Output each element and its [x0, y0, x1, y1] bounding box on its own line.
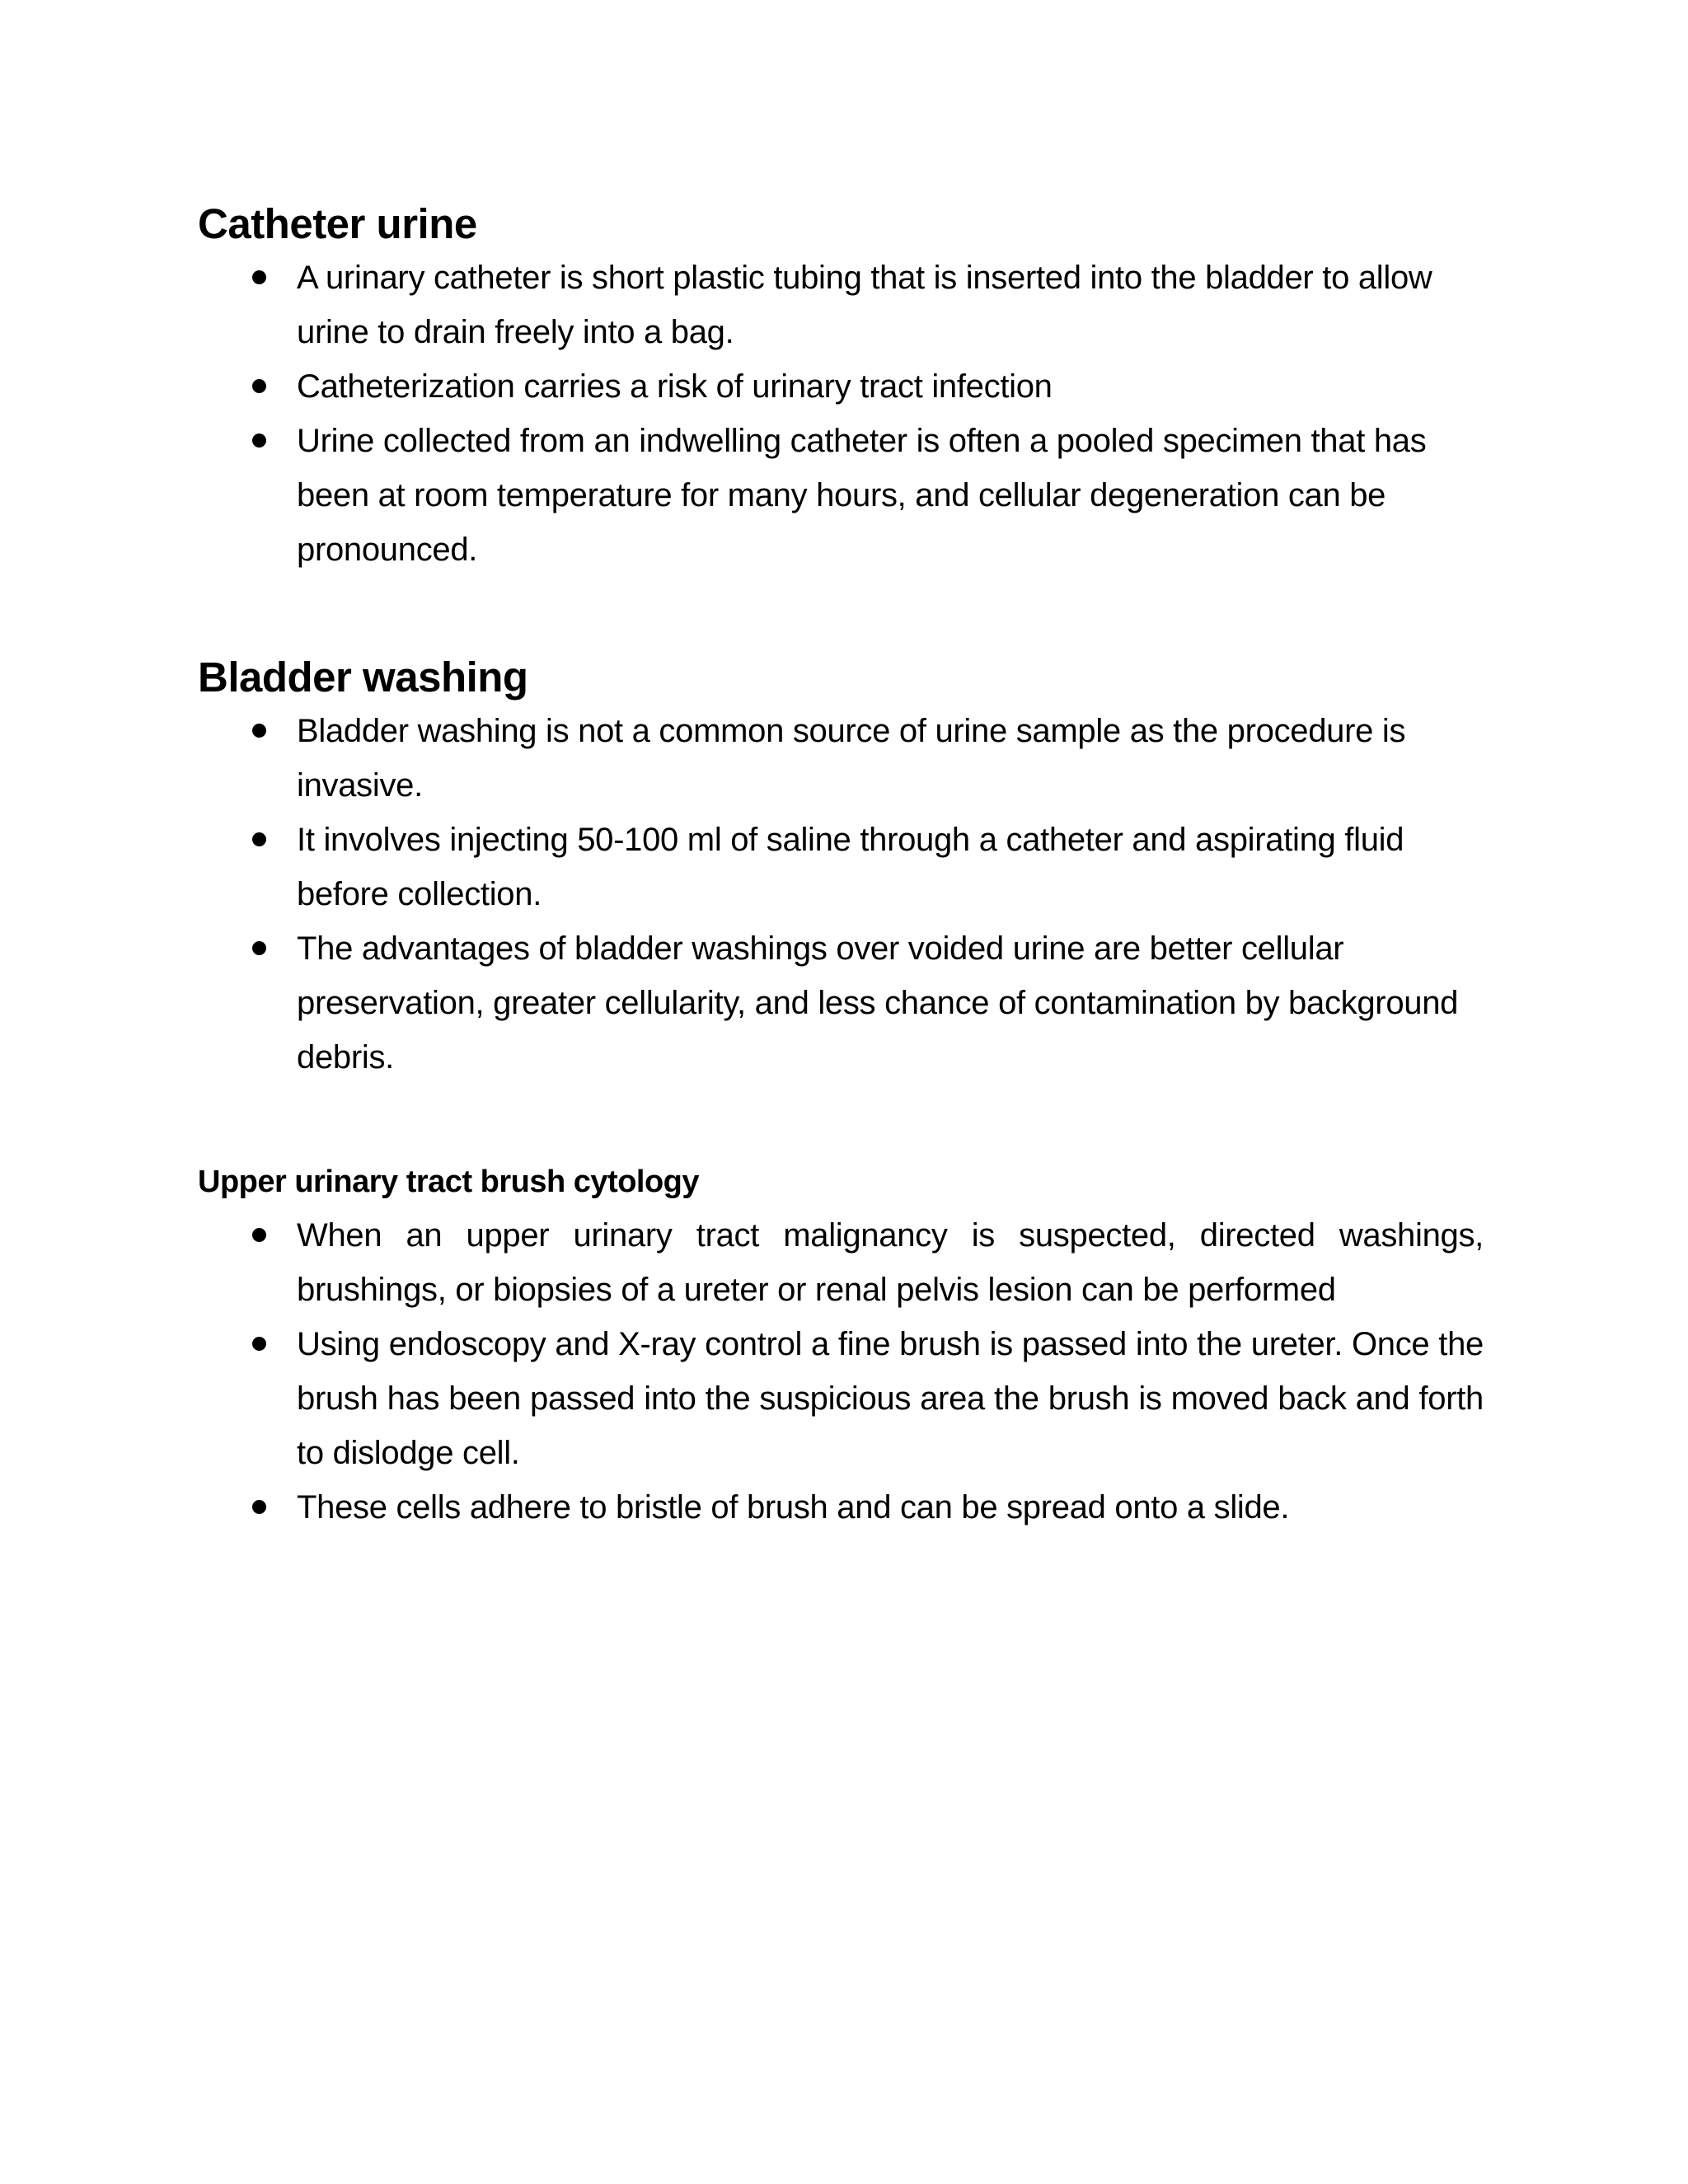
list-item — [198, 921, 1484, 1085]
list-item-text: The advantages of bladder washings over voided urine are better cellular preservation, greater cellularity, and less chance of contamination by background debris. — [297, 930, 1459, 1076]
list-item — [198, 704, 1484, 813]
list-item — [198, 251, 1484, 359]
list-item-text: A urinary catheter is short plastic tubing that is inserted into the bladder to allow urine to drain freely into a bag. — [297, 260, 1432, 350]
bullet-icon — [252, 1500, 266, 1514]
list-item — [198, 359, 1484, 414]
bullet-list — [198, 704, 1484, 1085]
list-item-text: Urine collected from an indwelling catheter is often a pooled specimen that has been at room temperature for many hours, and cellular degeneration can be pronounced. — [297, 423, 1427, 568]
section-upper-urinary-tract-brush-cytology — [198, 1160, 1484, 1535]
list-item-text: These cells adhere to bristle of brush and can be spread onto a slide. — [297, 1489, 1290, 1526]
list-item-text: Using endoscopy and X-ray control a fine brush is passed into the ureter. Once the brush has been passed into the suspicious area the brush is moved back and forth to dislodge cell. — [297, 1326, 1484, 1471]
bullet-icon — [252, 270, 266, 284]
section-heading: Upper urinary tract brush cytology — [198, 1165, 700, 1199]
bullet-icon — [252, 941, 266, 955]
bullet-list — [198, 1208, 1484, 1535]
list-item-text: When an upper urinary tract malignancy is suspected, directed washings, brushings, or biopsies of a ureter or renal pelvis lesion can be performed — [297, 1217, 1484, 1308]
bullet-icon — [252, 434, 266, 448]
bullet-icon — [252, 1228, 266, 1242]
section-heading: Catheter urine — [198, 200, 477, 247]
section-bladder-washing — [198, 651, 1484, 1085]
list-item-text: Bladder washing is not a common source of urine sample as the procedure is invasive. — [297, 713, 1406, 804]
bullet-list — [198, 251, 1484, 577]
list-item — [198, 414, 1484, 577]
list-item — [198, 813, 1484, 921]
list-item — [198, 1480, 1484, 1535]
list-item — [198, 1208, 1484, 1317]
section-catheter-urine — [198, 198, 1484, 577]
list-item-text: It involves injecting 50-100 ml of saline through a catheter and aspirating fluid before collection. — [297, 822, 1404, 912]
bullet-icon — [252, 1337, 266, 1351]
bullet-icon — [252, 832, 266, 846]
bullet-icon — [252, 724, 266, 738]
section-heading: Bladder washing — [198, 654, 528, 701]
document-page — [198, 0, 1484, 2184]
list-item-text: Catheterization carries a risk of urinary tract infection — [297, 368, 1053, 405]
list-item — [198, 1317, 1484, 1480]
bullet-icon — [252, 379, 266, 393]
